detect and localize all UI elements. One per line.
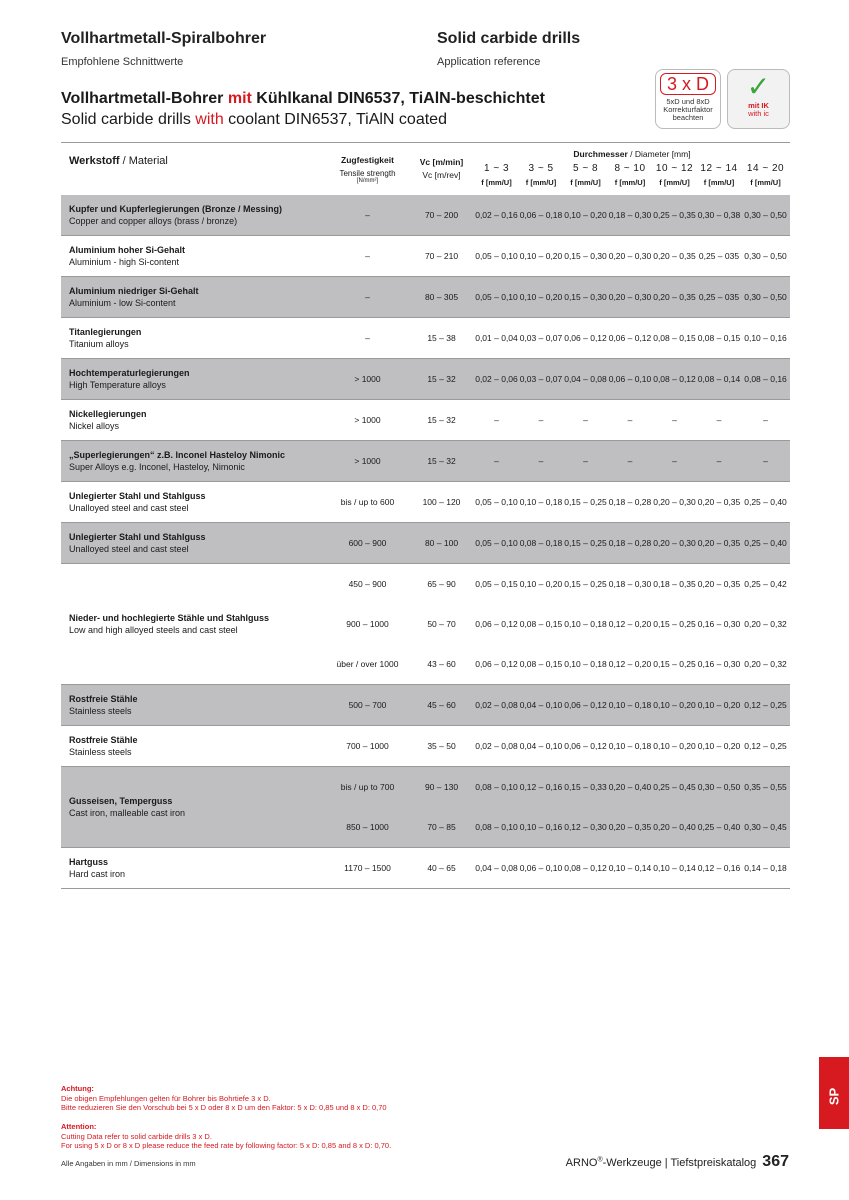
feed-cell: 0,06 – 0,12	[563, 726, 608, 767]
feed-cell: 0,30 – 0,50	[697, 767, 741, 808]
feed-unit-header: f [mm/U]	[570, 178, 601, 187]
feed-cell: 0,01 – 0,04	[474, 318, 519, 359]
depth-label: 3 x D	[660, 73, 716, 95]
table-row	[61, 564, 790, 605]
coolant-label-en: with ic	[748, 109, 769, 118]
feed-cell: 0,20 – 0,35	[652, 277, 697, 318]
feed-cell: 0,30 – 0,50	[741, 277, 790, 318]
coolant-badge	[727, 69, 790, 129]
material-name-en: Hard cast iron	[69, 869, 126, 879]
page-title-en: Solid carbide drills	[437, 30, 581, 47]
feed-cell: –	[608, 400, 652, 441]
table-row	[61, 318, 790, 359]
feed-cell: 0,04 – 0,08	[563, 359, 608, 400]
feed-cell: 0,08 – 0,10	[474, 767, 519, 808]
material-cell	[61, 482, 326, 523]
material-name-en: Stainless steels	[69, 747, 132, 757]
table-row	[61, 236, 790, 277]
feed-cell: 0,05 – 0,10	[474, 523, 519, 564]
feed-cell: 0,08 – 0,15	[697, 318, 741, 359]
feed-unit-header: f [mm/U]	[750, 178, 781, 187]
dimensions-note: Alle Angaben in mm / Dimensions in mm	[61, 1159, 196, 1168]
range-header: 1 ~ 3	[483, 163, 510, 174]
feed-cell: 0,06 – 0,12	[474, 604, 519, 644]
material-cell	[61, 441, 326, 482]
feed-cell: 0,10 – 0,14	[608, 848, 652, 889]
vc-cell: 15 – 32	[409, 441, 474, 482]
feed-cell: 0,10 – 0,14	[652, 848, 697, 889]
feed-cell: 0,10 – 0,20	[519, 236, 563, 277]
feed-cell: 0,12 – 0,16	[697, 848, 741, 889]
material-cell	[61, 236, 326, 277]
tensile-cell: –	[326, 195, 409, 236]
feed-cell: –	[741, 400, 790, 441]
feed-cell: 0,06 – 0,12	[608, 318, 652, 359]
feed-cell: 0,30 – 0,50	[741, 195, 790, 236]
table-row	[61, 726, 790, 767]
coolant-label-de: mit IK	[748, 101, 769, 110]
tensile-cell: 500 – 700	[326, 685, 409, 726]
range-header: 8 ~ 10	[614, 163, 646, 174]
vc-cell: 15 – 32	[409, 359, 474, 400]
feed-cell: 0,06 – 0,10	[608, 359, 652, 400]
vc-cell: 90 – 130	[409, 767, 474, 808]
feed-cell: 0,15 – 0,30	[563, 236, 608, 277]
tensile-cell: bis / up to 600	[326, 482, 409, 523]
feed-cell: 0,25 – 0,42	[741, 564, 790, 605]
vc-cell: 40 – 65	[409, 848, 474, 889]
tensile-cell: > 1000	[326, 441, 409, 482]
vc-cell: 70 – 200	[409, 195, 474, 236]
feed-cell: 0,02 – 0,08	[474, 685, 519, 726]
feed-unit-header: f [mm/U]	[659, 178, 690, 187]
feed-cell: –	[563, 400, 608, 441]
feed-cell: 0,25 – 0,35	[652, 195, 697, 236]
feed-cell: 0,05 – 0,10	[474, 277, 519, 318]
feed-cell: 0,30 – 0,38	[697, 195, 741, 236]
page-number: 367	[762, 1153, 789, 1170]
feed-cell: 0,02 – 0,16	[474, 195, 519, 236]
material-name-de: Titanlegierungen	[69, 327, 142, 337]
table-row	[61, 359, 790, 400]
feed-cell: 0,20 – 0,32	[741, 604, 790, 644]
material-name-en: Aluminium - low Si-content	[69, 298, 176, 308]
material-name-de: Hartguss	[69, 857, 109, 867]
material-cell	[61, 195, 326, 236]
feed-cell: 0,15 – 0,33	[563, 767, 608, 808]
feed-cell: –	[741, 441, 790, 482]
vc-cell: 45 – 60	[409, 685, 474, 726]
feed-cell: 0,15 – 0,25	[563, 564, 608, 605]
feed-cell: 0,12 – 0,20	[608, 644, 652, 685]
table-row	[61, 767, 790, 808]
feed-cell: 0,18 – 0,28	[608, 523, 652, 564]
material-name-de: „Superlegierungen“ z.B. Inconel Hasteloy Nimonic	[69, 450, 286, 460]
table-row	[61, 523, 790, 564]
table-row	[61, 277, 790, 318]
note-de: Achtung: Die obigen Empfehlungen gelten für Bohrer bis Bohrtiefe 3 x D. Bitte reduzieren Sie den Vorschub bei 5 x D oder 8 x D um den Faktor: 5 x D: 0,85 und 8 x D: 0,70	[61, 1084, 387, 1112]
check-icon: ✓	[746, 71, 771, 102]
depth-note-3: beachten	[672, 113, 704, 122]
note-en: Attention: Cutting Data refer to solid carbide drills 3 x D. For using 5 x D or 8 x D please reduce the feed rate by following factor: 5 x D: 0,85 and 8 x D: 0,70.	[61, 1122, 392, 1150]
vc-cell: 35 – 50	[409, 726, 474, 767]
feed-cell: 0,03 – 0,07	[519, 318, 563, 359]
table-row	[61, 848, 790, 889]
material-name-en: Aluminium - high Si-content	[69, 257, 180, 267]
table-row	[61, 685, 790, 726]
tensile-header: Zugfestigkeit Tensile strength [N/mm²]	[326, 143, 409, 196]
range-header: 3 ~ 5	[528, 163, 554, 174]
feed-cell: 0,10 – 0,18	[608, 726, 652, 767]
feed-unit-header: f [mm/U]	[525, 178, 557, 187]
material-name-de: Rostfreie Stähle	[69, 735, 138, 745]
feed-cell: 0,06 – 0,12	[563, 318, 608, 359]
feed-cell: 0,20 – 0,35	[697, 523, 741, 564]
range-header: 10 ~ 12	[655, 163, 694, 174]
material-name-en: Nickel alloys	[69, 421, 120, 431]
material-name-en: Titanium alloys	[69, 339, 129, 349]
feed-cell: 0,20 – 0,30	[652, 482, 697, 523]
material-name-en: Copper and copper alloys (brass / bronze)	[69, 216, 238, 226]
feed-cell: 0,10 – 0,18	[608, 685, 652, 726]
feed-cell: 0,15 – 0,25	[652, 644, 697, 685]
feed-cell: –	[474, 400, 519, 441]
material-name-de: Hochtemperaturlegierungen	[69, 368, 190, 378]
feed-cell: 0,30 – 0,45	[741, 807, 790, 848]
feed-cell: 0,20 – 0,40	[652, 807, 697, 848]
feed-unit-header: f [mm/U]	[703, 178, 735, 187]
feed-cell: 0,10 – 0,20	[697, 726, 741, 767]
material-name-de: Unlegierter Stahl und Stahlguss	[69, 532, 206, 542]
feed-cell: 0,20 – 0,32	[741, 644, 790, 685]
tensile-cell: 1170 – 1500	[326, 848, 409, 889]
material-cell	[61, 400, 326, 441]
diameter-header: Durchmesser / Diameter [mm]	[474, 143, 790, 160]
feed-cell: 0,25 – 0,40	[741, 523, 790, 564]
feed-cell: 0,08 – 0,15	[519, 604, 563, 644]
table-row	[61, 195, 790, 236]
feed-cell: 0,35 – 0,55	[741, 767, 790, 808]
page-title-de: Vollhartmetall-Spiralbohrer	[61, 30, 267, 47]
material-cell	[61, 318, 326, 359]
material-cell	[61, 685, 326, 726]
feed-cell: 0,20 – 0,40	[608, 767, 652, 808]
material-name-de: Nickellegierungen	[69, 409, 147, 419]
table-row	[61, 482, 790, 523]
feed-cell: 0,10 – 0,16	[741, 318, 790, 359]
feed-cell: 0,30 – 0,50	[741, 236, 790, 277]
section-tab-label: SP	[826, 1087, 842, 1106]
tensile-cell: > 1000	[326, 359, 409, 400]
material-name-en: Unalloyed steel and cast steel	[69, 544, 189, 554]
feed-cell: 0,12 – 0,30	[563, 807, 608, 848]
feed-cell: 0,20 – 0,30	[608, 277, 652, 318]
feed-cell: 0,10 – 0,20	[519, 564, 563, 605]
feed-cell: 0,08 – 0,12	[652, 359, 697, 400]
feed-cell: 0,05 – 0,10	[474, 482, 519, 523]
drill-depth-badge	[655, 69, 721, 129]
feed-cell: –	[697, 441, 741, 482]
material-name-en: Super Alloys e.g. Inconel, Hasteloy, Nimonic	[69, 462, 245, 472]
feed-cell: 0,04 – 0,08	[474, 848, 519, 889]
feed-cell: 0,15 – 0,25	[563, 523, 608, 564]
material-name-de: Aluminium niedriger Si-Gehalt	[69, 286, 199, 296]
feed-cell: –	[474, 441, 519, 482]
table-row	[61, 441, 790, 482]
feed-cell: 0,25 – 0,45	[652, 767, 697, 808]
tensile-cell: bis / up to 700	[326, 767, 409, 808]
feed-cell: 0,02 – 0,06	[474, 359, 519, 400]
depth-note-1: 5xD und 8xD	[666, 97, 710, 106]
feed-cell: 0,10 – 0,20	[652, 685, 697, 726]
feed-cell: 0,08 – 0,15	[652, 318, 697, 359]
vc-cell: 43 – 60	[409, 644, 474, 685]
feed-cell: 0,12 – 0,25	[741, 726, 790, 767]
tensile-cell: 700 – 1000	[326, 726, 409, 767]
material-cell	[61, 564, 326, 685]
feed-cell: 0,08 – 0,10	[474, 807, 519, 848]
feed-cell: 0,05 – 0,15	[474, 564, 519, 605]
material-name-en: Unalloyed steel and cast steel	[69, 503, 189, 513]
product-title-de: Vollhartmetall-Bohrer mit Kühlkanal DIN6537, TiAlN-beschichtet	[61, 90, 545, 107]
feed-cell: 0,10 – 0,20	[563, 195, 608, 236]
material-name-de: Nieder- und hochlegierte Stähle und Stahlguss	[69, 613, 270, 623]
feed-cell: 0,06 – 0,10	[519, 848, 563, 889]
feed-cell: 0,20 – 0,30	[652, 523, 697, 564]
vc-cell: 65 – 90	[409, 564, 474, 605]
tensile-cell: –	[326, 277, 409, 318]
vc-cell: 70 – 210	[409, 236, 474, 277]
feed-cell: 0,08 – 0,14	[697, 359, 741, 400]
material-name-de: Rostfreie Stähle	[69, 694, 138, 704]
feed-unit-header: f [mm/U]	[614, 178, 646, 187]
feed-cell: 0,20 – 0,35	[652, 236, 697, 277]
material-name-en: Low and high alloyed steels and cast steel	[69, 625, 238, 635]
feed-cell: 0,06 – 0,12	[563, 685, 608, 726]
material-name-en: High Temperature alloys	[69, 380, 166, 390]
feed-cell: –	[652, 400, 697, 441]
feed-cell: 0,20 – 0,30	[608, 236, 652, 277]
material-header: Werkstoff / Material	[61, 143, 326, 196]
feed-cell: 0,25 – 035	[697, 277, 741, 318]
vc-cell: 80 – 305	[409, 277, 474, 318]
tensile-cell: –	[326, 318, 409, 359]
product-title-en: Solid carbide drills with coolant DIN6537, TiAlN coated	[61, 111, 447, 128]
range-header: 5 ~ 8	[572, 163, 599, 174]
feed-cell: 0,12 – 0,20	[608, 604, 652, 644]
feed-cell: 0,25 – 0,40	[697, 807, 741, 848]
feed-cell: 0,10 – 0,20	[697, 685, 741, 726]
feed-cell: –	[697, 400, 741, 441]
material-name-de: Kupfer und Kupferlegierungen (Bronze / Messing)	[69, 204, 283, 214]
feed-cell: 0,25 – 035	[697, 236, 741, 277]
feed-cell: 0,15 – 0,25	[563, 482, 608, 523]
vc-header: Vc [m/min] Vc [m/rev]	[409, 143, 474, 196]
feed-cell: 0,12 – 0,16	[519, 767, 563, 808]
feed-cell: 0,06 – 0,18	[519, 195, 563, 236]
feed-cell: 0,04 – 0,10	[519, 726, 563, 767]
tensile-cell: 900 – 1000	[326, 604, 409, 644]
page-subtitle-en: Application reference	[437, 56, 541, 68]
feed-cell: 0,20 – 0,35	[697, 482, 741, 523]
tensile-cell: 600 – 900	[326, 523, 409, 564]
feed-cell: 0,15 – 0,25	[652, 604, 697, 644]
feed-cell: –	[652, 441, 697, 482]
feed-cell: 0,12 – 0,25	[741, 685, 790, 726]
tensile-cell: 850 – 1000	[326, 807, 409, 848]
feed-cell: 0,08 – 0,16	[741, 359, 790, 400]
feed-cell: –	[563, 441, 608, 482]
material-cell	[61, 767, 326, 848]
feed-cell: 0,02 – 0,08	[474, 726, 519, 767]
material-cell	[61, 726, 326, 767]
material-name-en: Cast iron, malleable cast iron	[69, 808, 186, 818]
feed-cell: 0,20 – 0,35	[608, 807, 652, 848]
feed-cell: 0,05 – 0,10	[474, 236, 519, 277]
feed-cell: 0,08 – 0,18	[519, 523, 563, 564]
material-cell	[61, 277, 326, 318]
range-header: 12 ~ 14	[700, 163, 738, 174]
feed-cell: 0,15 – 0,30	[563, 277, 608, 318]
feed-cell: 0,08 – 0,12	[563, 848, 608, 889]
material-cell	[61, 523, 326, 564]
feed-cell: 0,16 – 0,30	[697, 644, 741, 685]
vc-cell: 50 – 70	[409, 604, 474, 644]
feed-cell: 0,10 – 0,18	[563, 644, 608, 685]
feed-cell: 0,10 – 0,18	[519, 482, 563, 523]
material-cell	[61, 848, 326, 889]
cutting-data-table	[61, 142, 790, 889]
tensile-cell: –	[326, 236, 409, 277]
tensile-cell: über / over 1000	[326, 644, 409, 685]
feed-cell: 0,03 – 0,07	[519, 359, 563, 400]
feed-cell: 0,25 – 0,40	[741, 482, 790, 523]
feed-cell: –	[519, 441, 563, 482]
feed-cell: 0,06 – 0,12	[474, 644, 519, 685]
feed-cell: 0,18 – 0,28	[608, 482, 652, 523]
feed-cell: 0,18 – 0,35	[652, 564, 697, 605]
range-header: 14 ~ 20	[746, 163, 785, 174]
feed-cell: 0,10 – 0,20	[652, 726, 697, 767]
feed-cell: 0,14 – 0,18	[741, 848, 790, 889]
feed-cell: –	[519, 400, 563, 441]
tensile-cell: 450 – 900	[326, 564, 409, 605]
material-name-de: Gusseisen, Temperguss	[69, 796, 173, 806]
feed-cell: 0,10 – 0,20	[519, 277, 563, 318]
material-cell	[61, 359, 326, 400]
feed-cell: 0,10 – 0,16	[519, 807, 563, 848]
tensile-cell: > 1000	[326, 400, 409, 441]
vc-cell: 80 – 100	[409, 523, 474, 564]
vc-cell: 15 – 32	[409, 400, 474, 441]
material-name-de: Unlegierter Stahl und Stahlguss	[69, 491, 206, 501]
feed-cell: 0,10 – 0,18	[563, 604, 608, 644]
vc-cell: 100 – 120	[409, 482, 474, 523]
vc-cell: 15 – 38	[409, 318, 474, 359]
page-subtitle-de: Empfohlene Schnittwerte	[61, 56, 184, 68]
feed-cell: 0,16 – 0,30	[697, 604, 741, 644]
feed-cell: 0,18 – 0,30	[608, 564, 652, 605]
feed-cell: 0,18 – 0,30	[608, 195, 652, 236]
feed-cell: 0,20 – 0,35	[697, 564, 741, 605]
section-tab[interactable]	[819, 1057, 849, 1129]
footer-brand: ARNO®-Werkzeuge | Tiefstpreiskatalog 367	[565, 1153, 789, 1170]
vc-cell: 70 – 85	[409, 807, 474, 848]
depth-note-2: Korrekturfaktor	[663, 105, 713, 114]
table-row	[61, 400, 790, 441]
feed-cell: 0,04 – 0,10	[519, 685, 563, 726]
material-name-en: Stainless steels	[69, 706, 132, 716]
feed-cell: –	[608, 441, 652, 482]
feed-unit-header: f [mm/U]	[481, 178, 512, 187]
feed-cell: 0,08 – 0,15	[519, 644, 563, 685]
material-name-de: Aluminium hoher Si-Gehalt	[69, 245, 186, 255]
